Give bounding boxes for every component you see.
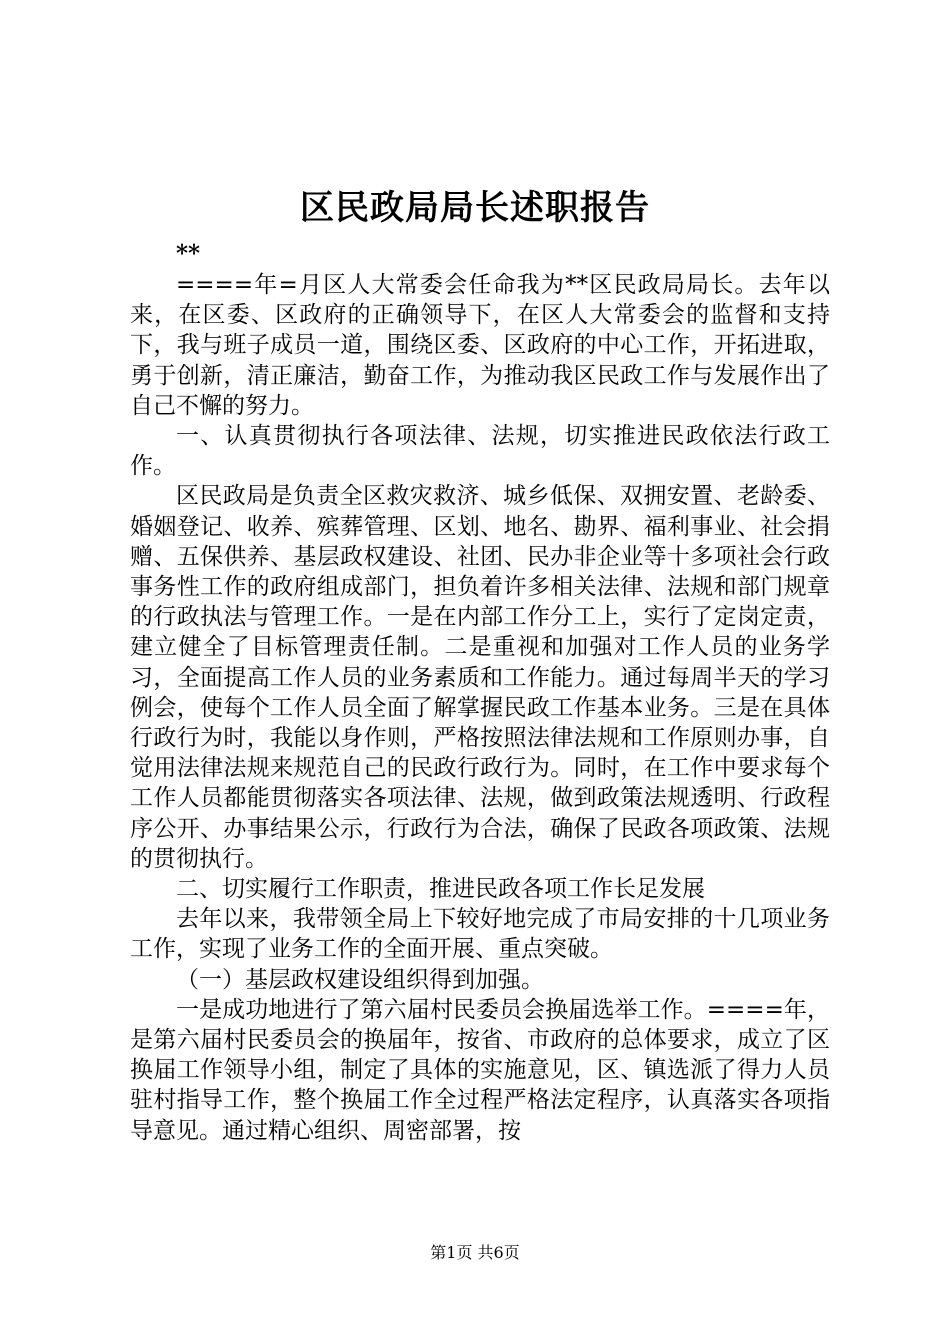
document-body [130, 240, 830, 1146]
paragraph: 去年以来，我带领全局上下较好地完成了市局安排的十几项业务工作，实现了业务工作的全面开展、重点突破。 [130, 906, 830, 963]
page-footer: 第1页 共6页 [430, 1243, 520, 1262]
document-title: 区民政局局长述职报告 [300, 188, 650, 228]
paragraph: ====年=月区人大常委会任命我为**区民政局局长。去年以来，在区委、区政府的正确领导下，在区人大常委会的监督和支持下，我与班子成员一道，围绕区委、区政府的中心工作，开拓进取，勇于创新，清正廉洁，勤奋工作，为推动我区民政工作与发展作出了自己不懈的努力。 [130, 272, 830, 419]
paragraph: 区民政局是负责全区救灾救济、城乡低保、双拥安置、老龄委、婚姻登记、收养、殡葬管理、区划、地名、勘界、福利事业、社会捐赠、五保供养、基层政权建设、社团、民办非企业等十多项社会行政事务性工作的政府组成部门，担负着许多相关法律、法规和部门规章的行政执法与管理工作。一是在内部工作分工上，实行了定岗定责，建立健全了目标管理责任制。二是重视和加强对工作人员的业务学习，全面提高工作人员的业务素质和工作能力。通过每周半天的学习例会，使每个工作人员全面了解掌握民政工作基本业务。三是在具体行政行为时，我能以身作则，严格按照法律法规和工作原则办事，自觉用法律法规来规范自己的民政行政行为。同时，在工作中要求每个工作人员都能贯彻落实各项法律、法规，做到政策法规透明、行政程序公开、办事结果公示，行政行为合法，确保了民政各项政策、法规的贯彻执行。 [130, 483, 830, 872]
section-heading: 一、认真贯彻执行各项法律、法规，切实推进民政依法行政工作。 [130, 423, 830, 480]
subsection-heading: （一）基层政权建设组织得到加强。 [176, 966, 544, 993]
paragraph: 一是成功地进行了第六届村民委员会换届选举工作。====年，是第六届村民委员会的换届年，按省、市政府的总体要求，成立了区换届工作领导小组，制定了具体的实施意见，区、镇选派了得力人员驻村指导工作，整个换届工作全过程严格法定程序，认真落实各项指导意见。通过精心组织、周密部署，按 [130, 996, 830, 1144]
section-heading: 二、切实履行工作职责，推进民政各项工作长足发展 [176, 876, 705, 903]
author-line: ** [176, 240, 201, 267]
